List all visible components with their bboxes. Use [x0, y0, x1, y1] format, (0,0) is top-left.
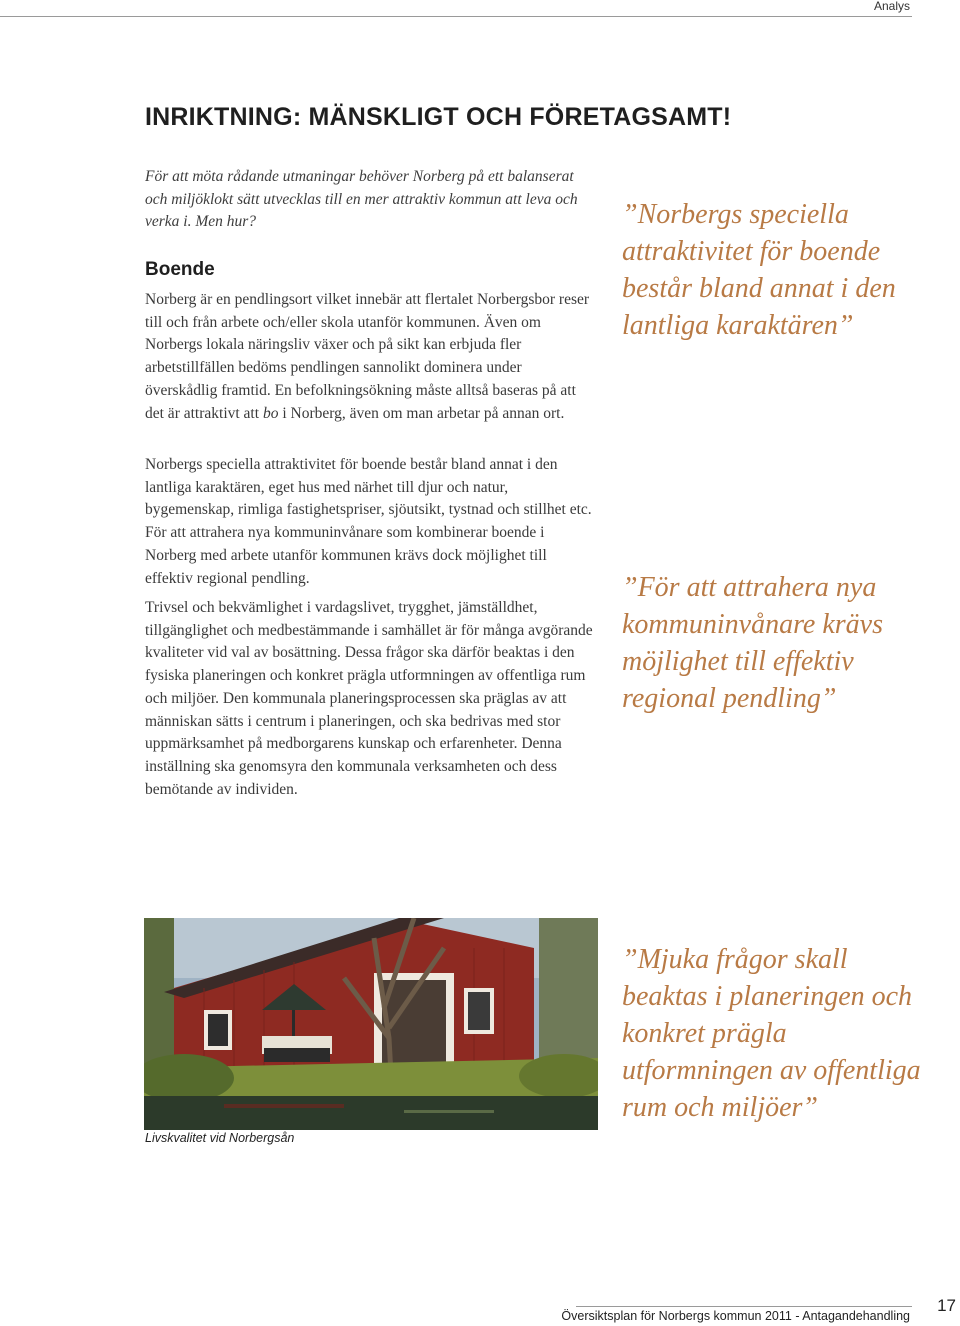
section-heading: Boende — [145, 259, 215, 280]
body-paragraph-3: Trivsel och bekvämlighet i vardagslivet, trygghet, jämställdhet, tillgänglighet och medbestämmande i samhället är för många avgörande kvaliteter vid val av bosättning. Dessa frågor ska därför beaktas i den fysiska planeringen och konkret prägla utformningen av offentliga rum och miljöer. Den kommunala planeringsprocessen ska präglas av att människan sätts i centrum i planeringen, och ska bedrivas med stor uppmärksamhet på medborgarens kunskap och erfarenheter. Denna inställning ska genomsyra den kommunala verksamheten och dess bemötande av individen. — [145, 599, 593, 798]
section-label: Analys — [873, 0, 910, 13]
header-rule — [0, 16, 912, 17]
body-paragraph-2: Norbergs speciella attraktivitet för boende består bland annat i den lantliga karaktären, eget hus med närhet till djur och natur, bygemenskap, rimliga fastighetspriser, sjöutsikt, tystnad och stillhet etc. För att attrahera nya kommuninvånare som kombinerar boende i Norberg med arbete utanför kommunen krävs dock möjlighet till effektiv regional pendling. — [145, 456, 592, 587]
house-photo — [144, 918, 598, 1130]
pull-quote-2: ”För att attrahera nya kommuninvånare krävs möjlighet till effektiv regional pendling” — [622, 572, 884, 714]
pull-quote-3: ”Mjuka frågor skall beaktas i planeringen och konkret prägla utformningen av offentliga rum och miljöer” — [622, 944, 921, 1123]
page-number: 17 — [937, 1296, 956, 1315]
intro-paragraph: För att möta rådande utmaningar behöver Norberg på ett balanserat och miljöklokt sätt utvecklas till en mer attraktiv kommun att leva och verka i. Men hur? — [145, 168, 578, 230]
pull-quote-1: ”Norbergs speciella attraktivitet för boende består bland annat i den lantliga karaktären” — [622, 199, 896, 341]
body-paragraph-1 — [145, 289, 597, 425]
p1-text-start: Norberg är en pendlingsort vilket innebär att flertalet Norbergsbor reser till och från arbete och/eller skola utanför kommunen. Även om Norbergs lokala näringsliv växer och på sikt kan erbjuda fler arbetstillfällen bedöms pendlingen sannolikt dominera under överskådlig framtid. En befolkningsökning måste alltså baseras på att det är attraktivt att — [145, 291, 590, 422]
p1-emphasis: bo — [262, 404, 279, 422]
footer-rule — [576, 1306, 912, 1307]
photo-caption: Livskvalitet vid Norbergsån — [145, 1131, 295, 1145]
page-title: INRIKTNING: MÄNSKLIGT OCH FÖRETAGSAMT! — [145, 103, 732, 131]
footer-text: Översiktsplan för Norbergs kommun 2011 - Antagandehandling — [561, 1309, 910, 1323]
p1-text-end: i Norberg, även om man arbetar på annan ort. — [278, 404, 565, 422]
